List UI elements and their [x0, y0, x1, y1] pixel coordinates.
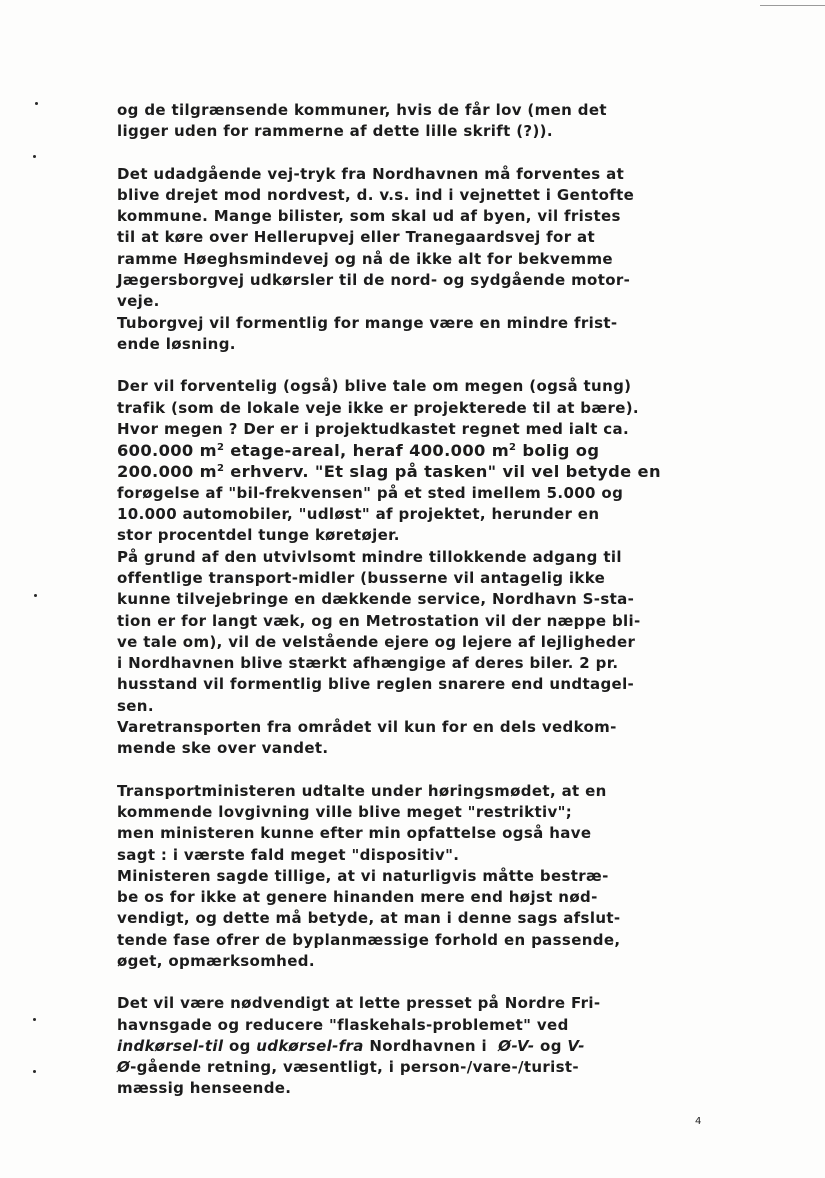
page-number: 4 [695, 1116, 702, 1127]
text-line: og de tilgrænsende kommuner, hvis de får lov (men det [117, 101, 607, 119]
text-line: Hvor megen ? Der er i projektudkastet regnet med ialt ca. [117, 419, 630, 438]
text-line: veje. [117, 292, 160, 311]
text-line: ligger uden for rammerne af dette lille skrift (?)). [117, 122, 553, 141]
text-line: mende ske over vandet. [117, 739, 329, 758]
scan-speck [33, 155, 36, 158]
text-line: Ministeren sagde tillige, at vi naturligvis måtte bestræ- [117, 866, 609, 885]
paragraph-intro [117, 100, 677, 143]
text-line: offentlige transport-midler (busserne vil antagelig ikke [117, 568, 606, 587]
paragraph-minister-statement [117, 781, 677, 866]
text-line: husstand vil formentlig blive reglen snarere end undtagel- [117, 675, 635, 694]
text-line: forøgelse af "bil-frekvensen" på et sted imellem 5.000 og [117, 483, 624, 502]
text-line: kunne tilvejebringe en dækkende service, Nordhavn S-sta- [117, 590, 635, 609]
text-line: sen. [117, 696, 154, 715]
paragraph-tuborgvej [117, 313, 677, 356]
text-line: Det udadgående vej-tryk fra Nordhavnen må forventes at [117, 164, 625, 183]
text-line: Transportministeren udtalte under høringsmødet, at en [117, 781, 607, 800]
text-line: be os for ikke at genere hinanden mere end højst nød- [117, 888, 598, 907]
text-line: trafik (som de lokale veje ikke er projekterede til at bære). [117, 398, 639, 417]
text-line: mæssig henseende. [117, 1079, 292, 1098]
text-line: kommende lovgivning ville blive meget "restriktiv"; [117, 802, 573, 821]
paragraph-road-pressure [117, 164, 677, 313]
text-line: stor procentdel tunge køretøjer. [117, 526, 400, 545]
text-line: kommune. Mange bilister, som skal ud af byen, vil fristes [117, 207, 621, 226]
text-line: ramme Høeghsmindevej og nå de ikke alt for bekvemme [117, 249, 613, 268]
text-line: Jægersborgvej udkørsler til de nord- og sydgående motor- [117, 271, 631, 290]
scan-speck [33, 1070, 36, 1073]
area-line-1: 600.000 $m^2$ etage-areal, heraf 400.000 $m^2$ bolig og [117, 441, 600, 461]
text-line: vendigt, og dette må betyde, at man i denne sags afslut- [117, 909, 621, 928]
area-line-2: 200.000 $m^2$ erhverv. "Et slag på tasken" vil vel betyde en [117, 462, 661, 482]
scan-speck [35, 102, 38, 105]
paragraph-traffic [117, 376, 677, 546]
text-line: tende fase ofrer de byplanmæssige forhold en passende, [117, 930, 621, 949]
text-line: tion er for langt væk, og en Metrostation vil der næppe bli- [117, 611, 641, 630]
text-line: Der vil forventelig (også) blive tale om megen (også tung) [117, 377, 632, 396]
text-line: ve tale om), vil de velstående ejere og lejere af lejligheder [117, 632, 636, 651]
text-line: men ministeren kunne efter min opfattelse også have [117, 824, 592, 843]
text-line-mixed: Ø-gående retning, væsentligt, i person-/vare-/turist- [117, 1058, 580, 1077]
text-line: ende løsning. [117, 334, 236, 353]
scan-speck [34, 594, 37, 597]
text-line: i Nordhavnen blive stærkt afhængige af deres biler. 2 pr. [117, 654, 619, 673]
text-line: øget, opmærksomhed. [117, 951, 315, 970]
text-line: sagt : i værste fald meget "dispositiv". [117, 845, 460, 864]
text-line: Det vil være nødvendigt at lette presset på Nordre Fri- [117, 994, 601, 1013]
text-line: til at køre over Hellerupvej eller Tranegaardsvej for at [117, 228, 596, 247]
text-line: blive drejet mod nordvest, d. v.s. ind i vejnettet i Gentofte [117, 185, 635, 204]
paragraph-public-transport [117, 547, 677, 717]
paragraph-minister-also [117, 866, 677, 972]
text-line-mixed: indkørsel-til og udkørsel-fra Nordhavnen i Ø-V- og V- [117, 1036, 585, 1055]
scan-speck [33, 1018, 36, 1021]
text-line: På grund af den utvivlsomt mindre tillokkende adgang til [117, 547, 622, 566]
paragraph-conclusion [117, 993, 677, 1099]
text-line: Tuborgvej vil formentlig for mange være en mindre frist- [117, 313, 618, 332]
paragraph-goods-transport [117, 717, 677, 760]
text-line: Varetransporten fra området vil kun for en dels vedkom- [117, 718, 617, 737]
text-line: 10.000 automobiler, "udløst" af projektet, herunder en [117, 505, 600, 524]
scan-edge-line [760, 5, 825, 6]
document-body [117, 100, 677, 1100]
text-line: havnsgade og reducere "flaskehals-problemet" ved [117, 1015, 569, 1034]
